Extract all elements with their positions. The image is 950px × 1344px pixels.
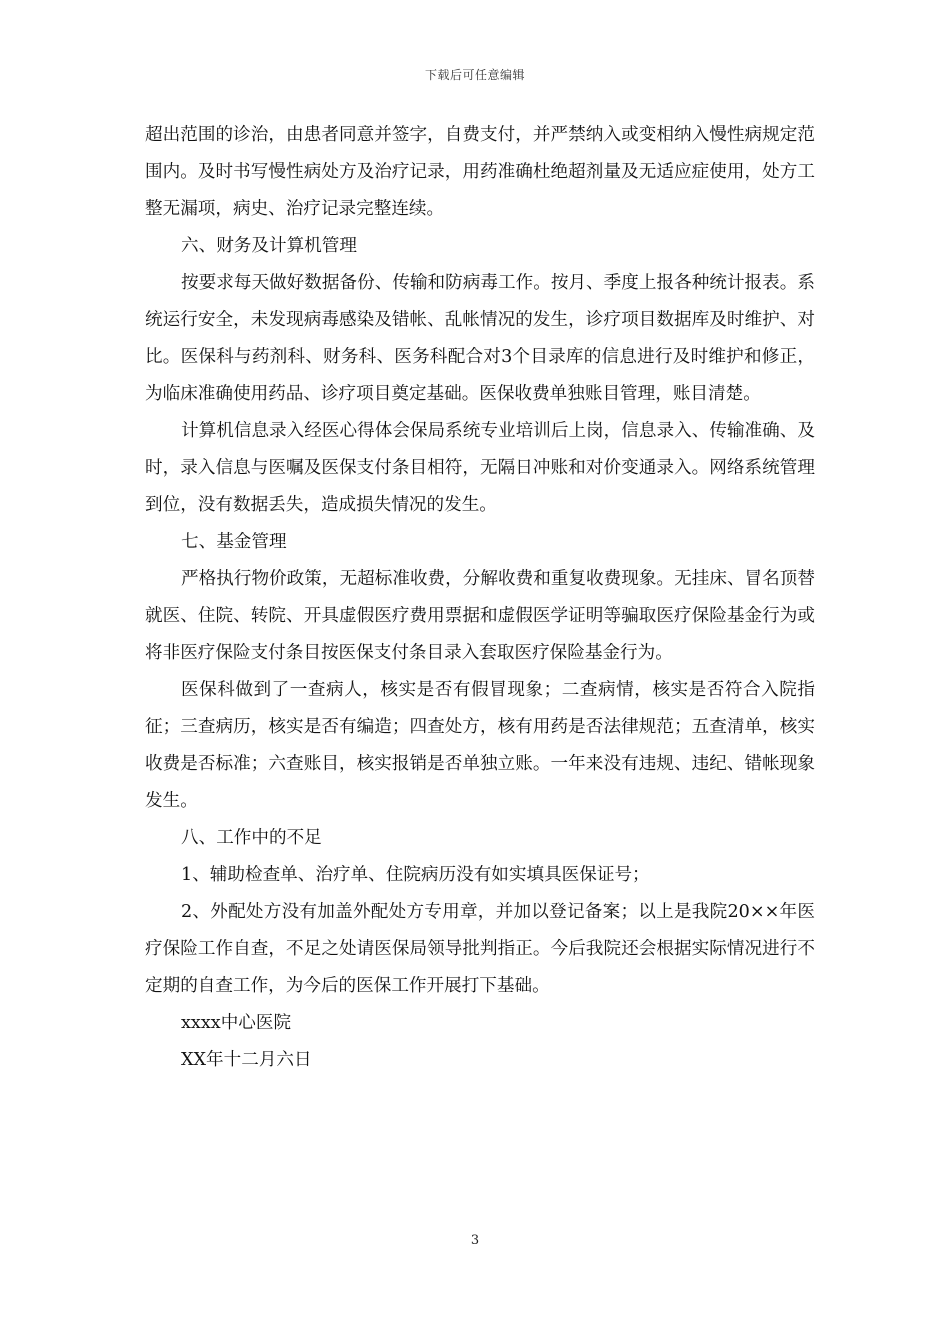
list-item-shortcoming-1: 1、辅助检查单、治疗单、住院病历没有如实填具医保证号； <box>181 865 650 885</box>
paragraph-continuation: 超出范围的诊治，由患者同意并签字，自费支付，并严禁纳入或变相纳入慢性病规定范围内。及时书写慢性病处方及治疗记录，用药准确杜绝超剂量及无适应症使用，处方工整无漏项，病史、治疗记录完整连续。 <box>145 125 815 219</box>
paragraph-data-backup: 按要求每天做好数据备份、传输和防病毒工作。按月、季度上报各种统计报表。系统运行安全，未发现病毒感染及错帐、乱帐情况的发生，诊疗项目数据库及时维护、对比。医保科与药剂科、财务科、医务科配合对3个目录库的信息进行及时维护和修正，为临床准确使用药品、诊疗项目奠定基础。医保收费单独账目管理，账目清楚。 <box>145 273 815 404</box>
section-heading-fund-management: 七、基金管理 <box>181 532 287 552</box>
signature-date: XX年十二月六日 <box>181 1050 312 1070</box>
signature-hospital-name: xxxx中心医院 <box>181 1013 292 1033</box>
page-number: 3 <box>470 1233 480 1248</box>
paragraph-six-checks: 医保科做到了一查病人，核实是否有假冒现象；二查病情，核实是否符合入院指征；三查病历，核实是否有编造；四查处方，核有用药是否法律规范；五查清单，核实收费是否标准；六查账目，核实报销是否单独立账。一年来没有违规、违纪、错帐现象发生。 <box>145 680 815 811</box>
document-body <box>145 117 815 1079</box>
list-item-shortcoming-2: 2、外配处方没有加盖外配处方专用章，并加以登记备案；以上是我院20××年医疗保险工作自查，不足之处请医保局领导批判指正。今后我院还会根据实际情况进行不定期的自查工作，为今后的医保工作开展打下基础。 <box>145 902 815 996</box>
section-heading-shortcomings: 八、工作中的不足 <box>181 828 322 848</box>
page-header-note: 下载后可任意编辑 <box>424 68 525 82</box>
paragraph-price-policy: 严格执行物价政策，无超标准收费，分解收费和重复收费现象。无挂床、冒名顶替就医、住院、转院、开具虚假医疗费用票据和虚假医学证明等骗取医疗保险基金行为或将非医疗保险支付条目按医保支付条目录入套取医疗保险基金行为。 <box>145 569 815 663</box>
section-heading-finance-computer: 六、财务及计算机管理 <box>181 236 357 256</box>
paragraph-computer-entry: 计算机信息录入经医心得体会保局系统专业培训后上岗，信息录入、传输准确、及时，录入信息与医嘱及医保支付条目相符，无隔日冲账和对价变通录入。网络系统管理到位，没有数据丢失，造成损失情况的发生。 <box>145 421 815 515</box>
